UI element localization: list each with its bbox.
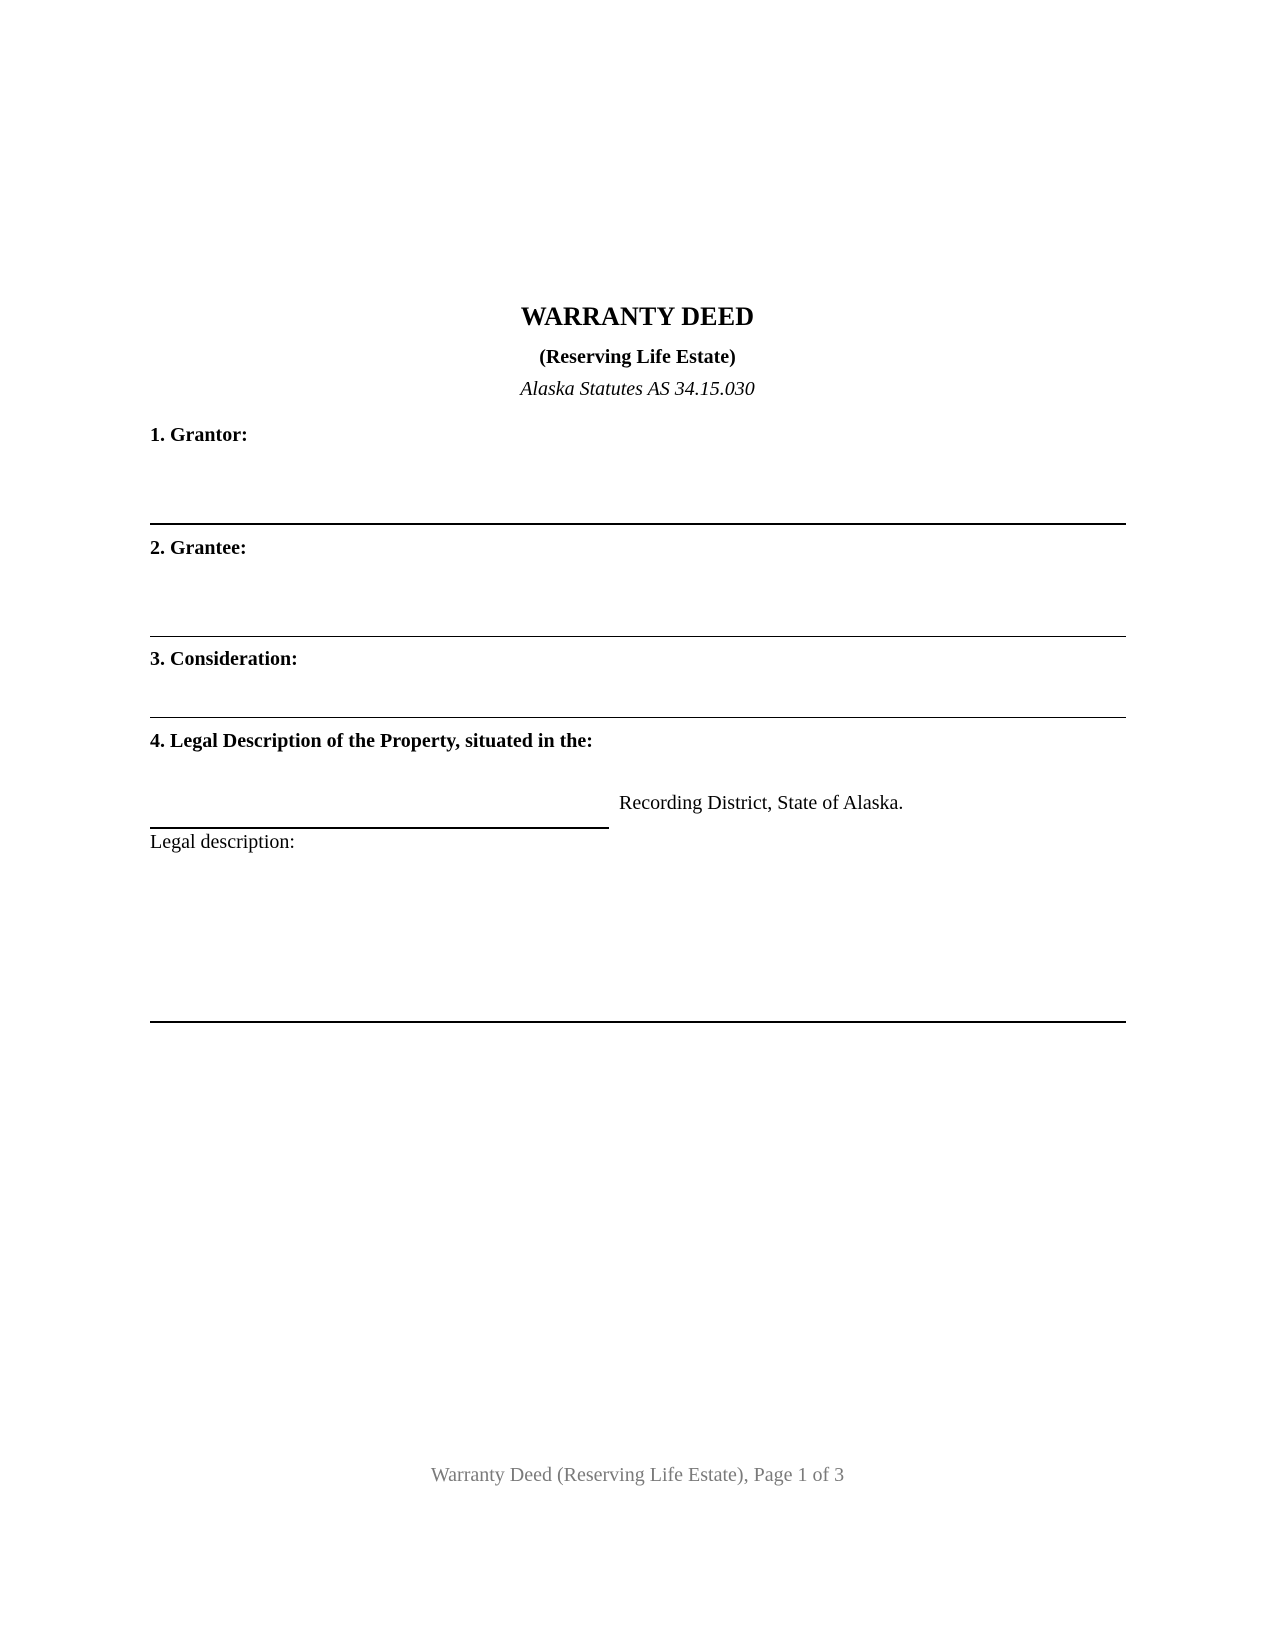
consideration-label: 3. Consideration: — [150, 648, 298, 670]
grantee-blank-line[interactable] — [150, 636, 1126, 637]
recording-district-text: Recording District, State of Alaska. — [619, 792, 904, 814]
page-footer: Warranty Deed (Reserving Life Estate), Page 1 of 3 — [430, 1464, 845, 1486]
consideration-blank-line[interactable] — [150, 717, 1126, 718]
grantee-label: 2. Grantee: — [150, 537, 247, 559]
grantor-label: 1. Grantor: — [150, 424, 248, 446]
legal-description-blank-line[interactable] — [150, 1021, 1126, 1023]
recording-district-blank-line[interactable] — [150, 827, 609, 829]
grantor-blank-line[interactable] — [150, 523, 1126, 525]
legal-description-label: Legal description: — [150, 831, 295, 853]
statute-reference: Alaska Statutes AS 34.15.030 — [520, 378, 755, 400]
document-subtitle: (Reserving Life Estate) — [539, 346, 736, 368]
legal-description-heading: 4. Legal Description of the Property, situated in the: — [150, 730, 593, 752]
document-title: WARRANTY DEED — [520, 302, 755, 331]
